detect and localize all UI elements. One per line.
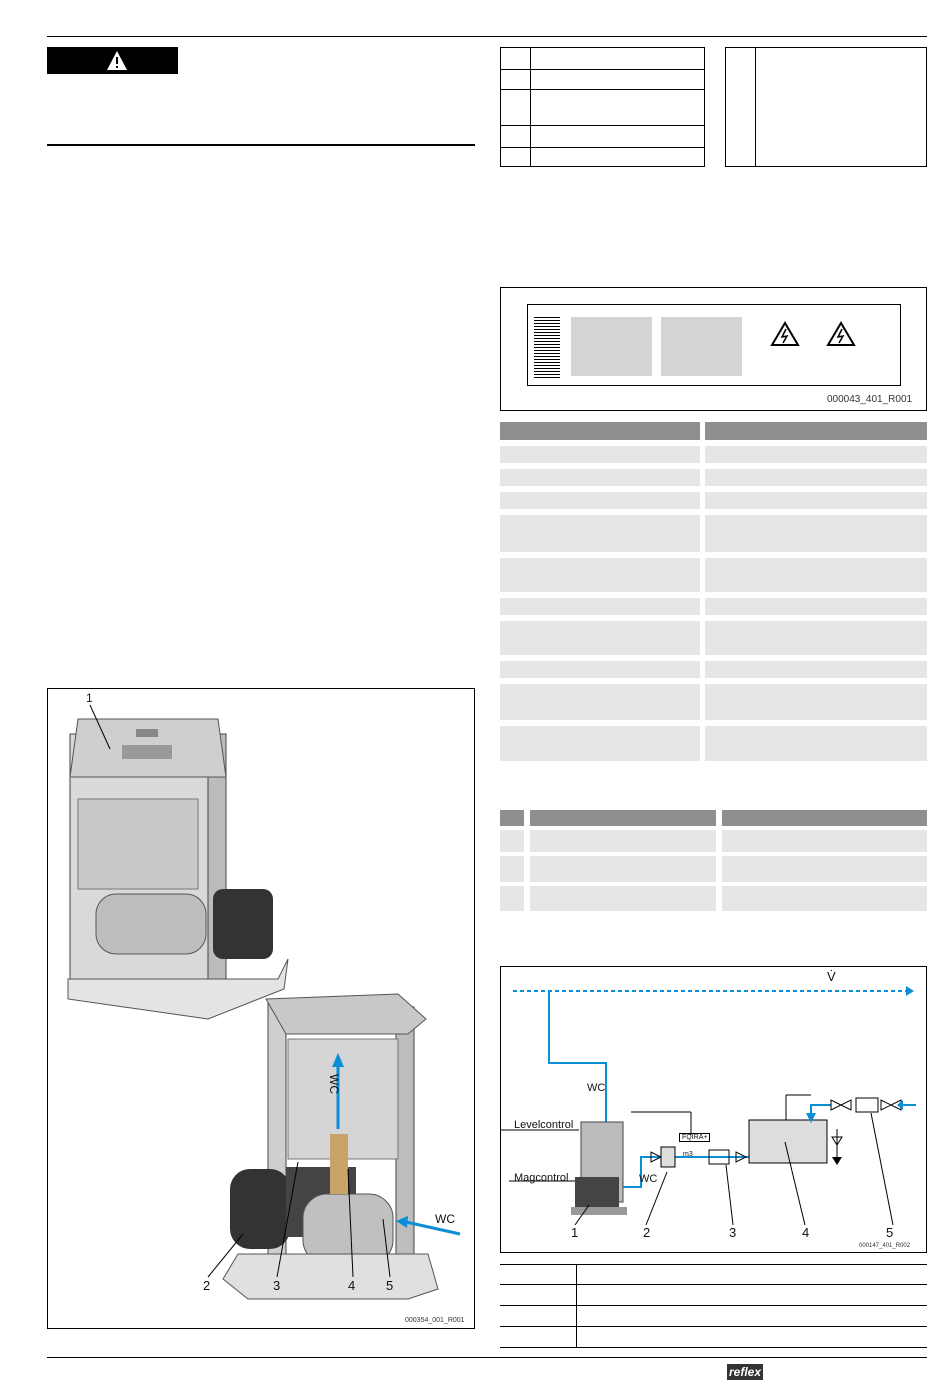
table-cell (500, 886, 524, 911)
section-rule (47, 144, 475, 146)
brand-logo: reflex (728, 1365, 762, 1379)
table-cell (500, 492, 700, 509)
table-cell (722, 856, 927, 882)
table-cell (500, 830, 524, 852)
footer-rule (47, 1357, 927, 1358)
unit-illustration-top (68, 719, 288, 1019)
system-schematic (500, 966, 927, 1253)
wc-label-mid: WC (639, 1173, 658, 1185)
table-cell (500, 684, 700, 720)
callout-3: 3 (273, 1278, 281, 1293)
table-cell (500, 558, 700, 592)
table-cell (500, 446, 700, 463)
warning-badge (47, 47, 178, 74)
callout-5: 5 (886, 1225, 894, 1240)
callout-5: 5 (386, 1278, 394, 1293)
symbol-table-left (500, 47, 705, 167)
table-cell (722, 830, 927, 852)
figure-code: 000354_001_R001 (405, 1317, 465, 1324)
table-row (501, 48, 704, 70)
table-cell (705, 515, 927, 552)
warning-triangle-icon (47, 47, 178, 74)
table-header (500, 422, 700, 440)
nameplate-figure (500, 287, 927, 411)
top-rule (47, 36, 927, 37)
flow-label-wc-right: WC (435, 1212, 455, 1226)
wc-label-top: WC (587, 1082, 606, 1094)
table-header (500, 810, 524, 826)
high-voltage-icon (826, 321, 856, 347)
table-cell (530, 856, 716, 882)
callout-4: 4 (348, 1278, 356, 1293)
table-cell (705, 684, 927, 720)
table-row (500, 1265, 927, 1285)
table-cell (705, 469, 927, 486)
callout-1: 1 (86, 691, 93, 705)
table-cell (500, 621, 700, 655)
table-cell (705, 661, 927, 678)
table-cell (500, 515, 700, 552)
table-cell (722, 886, 927, 911)
figure-code: 000147_401_R002 (859, 1243, 911, 1249)
table-cell (500, 598, 700, 615)
high-voltage-icon (770, 321, 800, 347)
flow-label-wc-top: WC (327, 1074, 341, 1094)
table-cell (705, 598, 927, 615)
table-cell (705, 492, 927, 509)
unit-illustration-bottom (223, 994, 438, 1299)
table-cell (705, 621, 927, 655)
table-row (501, 126, 704, 148)
product-photo-figure (47, 688, 475, 1329)
nameplate-field (661, 317, 742, 376)
table-row (501, 90, 704, 126)
table-row (500, 1306, 927, 1327)
nameplate (527, 304, 901, 386)
callout-1: 1 (571, 1225, 579, 1240)
magcontrol-label: Magcontrol (514, 1172, 569, 1184)
table-row (500, 1285, 927, 1306)
table-cell (530, 886, 716, 911)
meter-label: m3 (683, 1151, 693, 1158)
callout-4: 4 (802, 1225, 810, 1240)
figure-code: 000043_401_R001 (827, 394, 913, 405)
table-cell (500, 856, 524, 882)
table-cell (705, 726, 927, 761)
callout-2: 2 (643, 1225, 651, 1240)
table-header (705, 422, 927, 440)
nameplate-field (571, 317, 652, 376)
table-header (530, 810, 716, 826)
table-header (722, 810, 927, 826)
flow-symbol: V̇ (827, 969, 836, 984)
barcode (534, 317, 560, 379)
table-cell (705, 446, 927, 463)
levelcontrol-label: Levelcontrol (514, 1119, 574, 1131)
fqira-label: FQIRA+ (679, 1133, 710, 1142)
callout-2: 2 (203, 1278, 211, 1293)
table-cell (500, 469, 700, 486)
table-cell (500, 661, 700, 678)
symbol-table-right (725, 47, 927, 167)
table-cell (500, 726, 700, 761)
callout-3: 3 (729, 1225, 737, 1240)
table-cell (530, 830, 716, 852)
table-cell (705, 558, 927, 592)
legend-table (500, 1264, 927, 1348)
table-row (501, 70, 704, 90)
